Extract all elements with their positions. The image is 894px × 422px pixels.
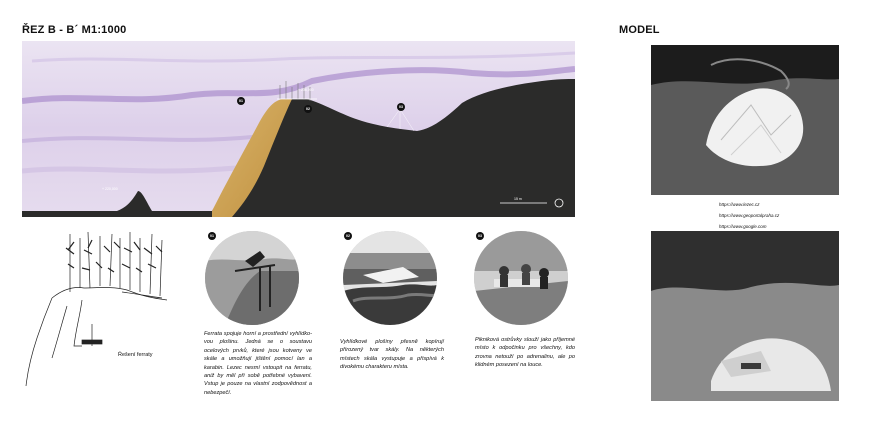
marker-01: 01	[237, 97, 245, 105]
model-photo-2	[651, 231, 839, 401]
elevation-low: + 220,000	[102, 187, 118, 191]
marker-03: 03	[397, 103, 405, 111]
detail-text-01: Ferrata spojuje horní a prostřední vyhlídko-vou plošinu. Jedná se o soustavu ocelových prvků, které jsou kotveny ve skále a umožňují jištění pomocí lan a karabin. Lezec nesmí vstoupit na ferratu, aniž by měl při sobě potřebné vybavení. Vstup je pouze na vlastní zodpovědnost a nebezpečí.	[204, 331, 312, 396]
detail-number-03: 03	[476, 232, 484, 240]
model-photo-1	[651, 45, 839, 195]
detail-number-02: 02	[344, 232, 352, 240]
source-links	[719, 199, 779, 232]
detail-photo-02	[343, 231, 437, 325]
detail-photo-03	[474, 231, 568, 325]
source-link-2[interactable]: https://www.geoportalpraha.cz	[719, 213, 780, 218]
scale-label: 15 m	[514, 197, 522, 201]
ferrata-sketch	[22, 228, 182, 388]
detail-text-03: Pikniková ostrůvky slouží jako příjemné místo k odpočinku pro všechny, kdo zrovna netouží po adrenalinu, ale po klidném posezení na louce.	[475, 337, 575, 369]
model-photo-2-svg	[651, 231, 839, 401]
ferrata-photo-svg	[205, 231, 299, 325]
detail-photo-01	[205, 231, 299, 325]
model-title: MODEL	[619, 24, 660, 36]
sketch-leaves	[66, 240, 162, 272]
detail-text-02: Vyhlídkové plošiny přesně kopírují přirozený tvar skály. Na některých místech skála vystupuje a přispívá k divokému charakteru místa.	[340, 339, 444, 371]
model-photo-1-svg	[651, 45, 839, 195]
detail-number-01: 01	[208, 232, 216, 240]
ferrata-step	[82, 340, 102, 344]
marker-02: 02	[304, 105, 312, 113]
ferrata-sketch-svg	[22, 228, 182, 388]
cross-section-drawing	[22, 41, 575, 217]
sketch-caption: Řešení ferraty	[118, 352, 153, 358]
elevation-top: + 236,000	[298, 88, 314, 92]
source-link-1[interactable]: https://www.lezec.cz	[719, 202, 760, 207]
platform-photo-svg	[343, 231, 437, 325]
source-link-3[interactable]: https://www.google.com	[719, 224, 767, 229]
section-title: ŘEZ B - B´ M1:1000	[22, 24, 127, 36]
picnic-photo-svg	[474, 231, 568, 325]
